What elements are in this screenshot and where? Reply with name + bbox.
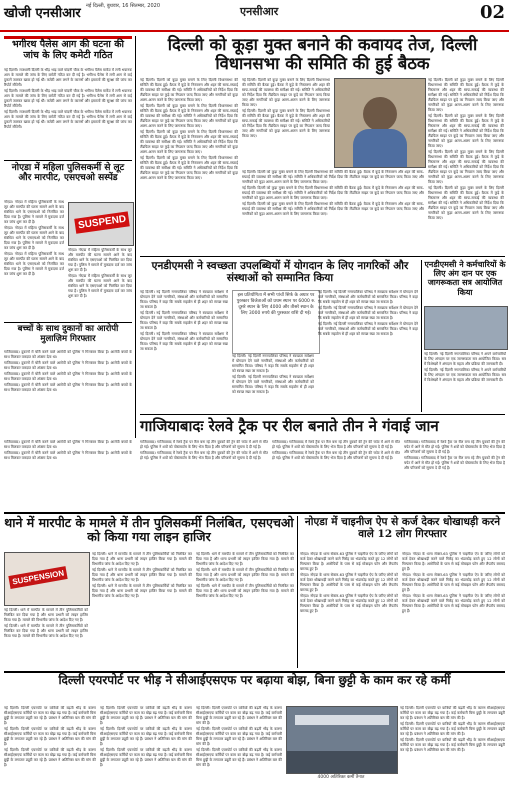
article-text: नोएडा। नोएडा में महिला पुलिसकर्मी के साथ लूट और मारपीट की घटना सामने आने के बाद संबंधित थाने के एसएचओ को निलंबित कर दिया गया है। पुलिस ने मामले में मुकदमा दर्ज कर जांच शुरू कर दी है। <box>4 226 64 250</box>
article-text: नोएडा। नोएडा के थाना सेक्टर-63 पुलिस ने चाइनीज ऐप के जरिए लोगों को कर्ज देकर धोखाधड़ी करने वाले गिरोह का भंडाफोड़ करते हुए 12 लोगों को गिरफ्तार किया है। आरोपियों के पास से कई मोबाइल फोन और लैपटॉप बरामद हुए हैं। <box>300 594 398 613</box>
article-text: नई दिल्ली। दिल्ली को कूड़ा मुक्त बनाने के लिए दिल्ली विधानसभा की समिति की बैठक हुई। बैठक में कूड़े के निस्तारण और शहर की साफ-सफाई की व्यवस्था की समीक्षा की गई। समिति ने अधिकारियों को निर्देश दिया कि लैंडफिल साइट पर कूड़े का निपटान जल्द किया जाए और नागरिकों को कूड़ा अलग-अलग करने के लिए जागरूक किया जाए। <box>140 156 238 180</box>
article-text: नई दिल्ली। थाने में मारपीट के मामले में तीन पुलिसकर्मियों को निलंबित कर दिया गया है और थाना प्रभारी को लाइन हाजिर किया गया है। मामले की विभागीय जांच के आदेश दिए गए हैं। <box>92 584 192 598</box>
suspension-stamp: SUSPENSION <box>8 566 68 589</box>
column-rule <box>135 36 136 438</box>
article-text: गाजियाबाद। दुकानों में चोरी करने वाले आरोपी को पुलिस ने गिरफ्तार किया है। आरोपी बच्चों के साथ मिलकर वारदात को अंजाम देता था। <box>4 361 132 370</box>
article-text: नोएडा। नोएडा के थाना सेक्टर-63 पुलिस ने चाइनीज ऐप के जरिए लोगों को कर्ज देकर धोखाधड़ी करने वाले गिरोह का भंडाफोड़ करते हुए 12 लोगों को गिरफ्तार किया है। आरोपियों के पास से कई मोबाइल फोन और लैपटॉप बरामद हुए हैं। <box>300 573 398 592</box>
article-text: नई दिल्ली। दिल्ली को कूड़ा मुक्त बनाने के लिए दिल्ली विधानसभा की समिति की बैठक हुई। बैठक में कूड़े के निस्तारण और शहर की साफ-सफाई की व्यवस्था की समीक्षा की गई। समिति ने अधिकारियों को निर्देश दिया कि लैंडफिल साइट पर कूड़े का निपटान जल्द किया जाए और नागरिकों को कूड़ा अलग-अलग करने के लिए जागरूक किया जाए। <box>242 170 424 184</box>
article-body-bhagirath <box>4 68 132 156</box>
article-text: गाजियाबाद। दुकानों में चोरी करने वाले आरोपी को पुलिस ने गिरफ्तार किया है। आरोपी बच्चों के साथ मिलकर वारदात को अंजाम देता था। <box>4 350 132 359</box>
article-text: नोएडा। नोएडा में महिला पुलिसकर्मी के साथ लूट और मारपीट की घटना सामने आने के बाद संबंधित थाने के एसएचओ को निलंबित कर दिया गया है। पुलिस ने मामले में मुकदमा दर्ज कर जांच शुरू कर दी है। <box>4 252 64 276</box>
article-text: नई दिल्ली। नई दिल्ली नगरपालिका परिषद ने स्वच्छता सर्वेक्षण में योगदान देने वाले नागरिकों, संस्थाओं और कर्मचारियों को सम्मानित किया। परिषद ने कहा कि सबके सहयोग से ही शहर को स्वच्छ रखा जा सकता है। <box>140 290 228 309</box>
article-text: नई दिल्ली। थाने में मारपीट के मामले में तीन पुलिसकर्मियों को निलंबित कर दिया गया है और थाना प्रभारी को लाइन हाजिर किया गया है। मामले की विभागीय जांच के आदेश दिए गए हैं। <box>4 624 88 638</box>
headline-ndmc: एनडीएमसी ने स्वच्छता उपलब्धियों में योगदान के लिए नागरिकों और संस्थाओं को सम्मानित किया <box>151 260 409 285</box>
article-text: नोएडा। नोएडा के थाना सेक्टर-63 पुलिस ने चाइनीज ऐप के जरिए लोगों को कर्ज देकर धोखाधड़ी करने वाले गिरोह का भंडाफोड़ करते हुए 12 लोगों को गिरफ्तार किया है। आरोपियों के पास से कई मोबाइल फोन और लैपटॉप बरामद हुए हैं। <box>402 594 505 613</box>
article-body-ghaziabad-2 <box>272 440 400 510</box>
article-text: नई दिल्ली। दिल्ली एयरपोर्ट पर यात्रियों की बढ़ती भीड़ के कारण सीआईएसएफ कर्मियों पर काम का बोझ बढ़ गया है। कई कर्मचारी बिना छुट्टी के लगातार ड्यूटी कर रहे हैं। प्रबंधन ने अतिरिक्त बल की मांग की है। <box>4 706 96 725</box>
article-text: गाजियाबाद। दुकानों में चोरी करने वाले आरोपी को पुलिस ने गिरफ्तार किया है। आरोपी बच्चों के साथ मिलकर वारदात को अंजाम देता था। <box>4 451 132 460</box>
article-body-main-4 <box>242 170 424 253</box>
article-text: नई दिल्ली। थाने में मारपीट के मामले में तीन पुलिसकर्मियों को निलंबित कर दिया गया है और थाना प्रभारी को लाइन हाजिर किया गया है। मामले की विभागीय जांच के आदेश दिए गए हैं। <box>92 568 192 582</box>
article-text: गाजियाबाद। गाजियाबाद में रेलवे ट्रैक पर रील बना रहे तीन युवकों की ट्रेन की चपेट में आने से मौत हो गई। पुलिस ने शवों को पोस्टमार्टम के लिए भेज दिया है और परिजनों को सूचना दे दी गई है। <box>140 451 268 460</box>
dateline: नई दिल्ली, बुधवार, 16 सितम्बर, 2020 <box>86 3 161 9</box>
headline-shop-theft: बच्चों के साथ दुकानों का आरोपी मुलाज़िम गिरफ्तार <box>17 324 119 344</box>
article-body-ndmc-2 <box>232 354 314 412</box>
article-body-ghaziabad-3 <box>404 440 505 510</box>
headline-ghaziabad: गाजियाबादः रेलवे ट्रैक पर रील बनाते तीन ने गंवाई जान <box>140 417 439 435</box>
article-text: गाजियाबाद। गाजियाबाद में रेलवे ट्रैक पर रील बना रहे तीन युवकों की ट्रेन की चपेट में आने से मौत हो गई। पुलिस ने शवों को पोस्टमार्टम के लिए भेज दिया है और परिजनों को सूचना दे दी गई है। <box>404 440 505 454</box>
article-text: नई दिल्ली। थाने में मारपीट के मामले में तीन पुलिसकर्मियों को निलंबित कर दिया गया है और थाना प्रभारी को लाइन हाजिर किया गया है। मामले की विभागीय जांच के आदेश दिए गए हैं। <box>4 608 88 622</box>
article-text: नई दिल्ली। नई दिल्ली नगरपालिका परिषद ने स्वच्छता सर्वेक्षण में योगदान देने वाले नागरिकों, संस्थाओं और कर्मचारियों को सम्मानित किया। परिषद ने कहा कि सबके सहयोग से ही शहर को स्वच्छ रखा जा सकता है। <box>318 322 418 336</box>
article-text: नई दिल्ली। नई दिल्ली नगरपालिका परिषद ने स्वच्छता सर्वेक्षण में योगदान देने वाले नागरिकों, संस्थाओं और कर्मचारियों को सम्मानित किया। परिषद ने कहा कि सबके सहयोग से ही शहर को स्वच्छ रखा जा सकता है। <box>232 354 314 373</box>
article-text: नई दिल्ली। दिल्ली एयरपोर्ट पर यात्रियों की बढ़ती भीड़ के कारण सीआईएसएफ कर्मियों पर काम का बोझ बढ़ गया है। कई कर्मचारी बिना छुट्टी के लगातार ड्यूटी कर रहे हैं। प्रबंधन ने अतिरिक्त बल की मांग की है। <box>400 706 505 720</box>
section-label: एनसीआर <box>240 5 279 18</box>
article-body-noida-fraud-1 <box>300 552 398 668</box>
article-body-ghaziabad-1 <box>140 440 268 510</box>
divider <box>4 512 505 514</box>
suspension-image <box>4 552 90 606</box>
article-text: नई दिल्ली। दिल्ली को कूड़ा मुक्त बनाने के लिए दिल्ली विधानसभा की समिति की बैठक हुई। बैठक में कूड़े के निस्तारण और शहर की साफ-सफाई की व्यवस्था की समीक्षा की गई। समिति ने अधिकारियों को निर्देश दिया कि लैंडफिल साइट पर कूड़े का निपटान जल्द किया जाए और नागरिकों को कूड़ा अलग-अलग करने के लिए जागरूक किया जाए। <box>428 186 504 220</box>
article-body-airport-4 <box>400 706 505 796</box>
article-text: नई दिल्ली। राजधानी दिल्ली के भीड़ भाड़ वाले चांदनी चौक के भगीरथ पैलेस मार्केट में लगी भयानक आग के मामले की जांच के लिए कमेटी गठित कर दी गई है। भगीरथ पैलेस में लगी आग से कई दुकानें जलकर खाक हो गई थीं। कमेटी आग लगने के कारणों और इमारतों की सुरक्षा की जांच कर रिपोर्ट सौंपेगी। <box>4 89 132 108</box>
article-body-airport-2 <box>100 706 192 796</box>
article-text: नई दिल्ली। दिल्ली को कूड़ा मुक्त बनाने के लिए दिल्ली विधानसभा की समिति की बैठक हुई। बैठक में कूड़े के निस्तारण और शहर की साफ-सफाई की व्यवस्था की समीक्षा की गई। समिति ने अधिकारियों को निर्देश दिया कि लैंडफिल साइट पर कूड़े का निपटान जल्द किया जाए और नागरिकों को कूड़ा अलग-अलग करने के लिए जागरूक किया जाए। <box>242 109 330 138</box>
article-body-ndmc-1 <box>140 290 228 412</box>
article-text: गाजियाबाद। दुकानों में चोरी करने वाले आरोपी को पुलिस ने गिरफ्तार किया है। आरोपी बच्चों के साथ मिलकर वारदात को अंजाम देता था। <box>4 372 132 381</box>
article-text: गाजियाबाद। गाजियाबाद में रेलवे ट्रैक पर रील बना रहे तीन युवकों की ट्रेन की चपेट में आने से मौत हो गई। पुलिस ने शवों को पोस्टमार्टम के लिए भेज दिया है और परिजनों को सूचना दे दी गई है। <box>272 451 400 460</box>
headline-noida-police: नोएडा में महिला पुलिसकर्मी से लूट और मारपीट, एसएचओ सस्पेंड <box>11 163 125 184</box>
article-text: नई दिल्ली। दिल्ली को कूड़ा मुक्त बनाने के लिए दिल्ली विधानसभा की समिति की बैठक हुई। बैठक में कूड़े के निस्तारण और शहर की साफ-सफाई की व्यवस्था की समीक्षा की गई। समिति ने अधिकारियों को निर्देश दिया कि लैंडफिल साइट पर कूड़े का निपटान जल्द किया जाए और नागरिकों को कूड़ा अलग-अलग करने के लिए जागरूक किया जाए। <box>428 78 504 112</box>
article-text: गाजियाबाद। दुकानों में चोरी करने वाले आरोपी को पुलिस ने गिरफ्तार किया है। आरोपी बच्चों के साथ मिलकर वारदात को अंजाम देता था। <box>4 383 132 392</box>
article-text: नई दिल्ली। दिल्ली को कूड़ा मुक्त बनाने के लिए दिल्ली विधानसभा की समिति की बैठक हुई। बैठक में कूड़े के निस्तारण और शहर की साफ-सफाई की व्यवस्था की समीक्षा की गई। समिति ने अधिकारियों को निर्देश दिया कि लैंडफिल साइट पर कूड़े का निपटान जल्द किया जाए और नागरिकों को कूड़ा अलग-अलग करने के लिए जागरूक किया जाए। <box>140 104 238 128</box>
article-body-noida-police-cont <box>68 248 132 320</box>
article-body-main-2 <box>242 78 330 166</box>
headline-thane: थाने में मारपीट के मामले में तीन पुलिसकर्मी निलंबित, एसएचओ को किया गया लाइन हाजिर <box>4 515 294 545</box>
article-body-thane-3 <box>196 552 294 668</box>
headline-ndmc-staff: एनडीएमसी ने कर्मचारियों के लिए अंग दान पर एक जागरूकता सत्र आयोजित किया <box>424 259 506 297</box>
article-body-thane-2 <box>92 552 192 668</box>
article-text: नई दिल्ली। दिल्ली एयरपोर्ट पर यात्रियों की बढ़ती भीड़ के कारण सीआईएसएफ कर्मियों पर काम का बोझ बढ़ गया है। कई कर्मचारी बिना छुट्टी के लगातार ड्यूटी कर रहे हैं। प्रबंधन ने अतिरिक्त बल की मांग की है। <box>4 727 96 746</box>
divider <box>4 160 132 161</box>
article-text: नई दिल्ली। दिल्ली को कूड़ा मुक्त बनाने के लिए दिल्ली विधानसभा की समिति की बैठक हुई। बैठक में कूड़े के निस्तारण और शहर की साफ-सफाई की व्यवस्था की समीक्षा की गई। समिति ने अधिकारियों को निर्देश दिया कि लैंडफिल साइट पर कूड़े का निपटान जल्द किया जाए और नागरिकों को कूड़ा अलग-अलग करने के लिए जागरूक किया जाए। <box>242 78 330 107</box>
article-text: नई दिल्ली। नई दिल्ली नगरपालिका परिषद ने स्वच्छता सर्वेक्षण में योगदान देने वाले नागरिकों, संस्थाओं और कर्मचारियों को सम्मानित किया। परिषद ने कहा कि सबके सहयोग से ही शहर को स्वच्छ रखा जा सकता है। <box>140 311 228 330</box>
article-body-noida-police <box>4 200 64 320</box>
headline-airport: दिल्ली एयरपोर्ट पर भीड़ ने सीआईएसएफ पर बढ़ाया बोझ, बिना छुट्टी के काम कर रहे कर्मी <box>58 673 451 687</box>
article-text: नई दिल्ली। दिल्ली को कूड़ा मुक्त बनाने के लिए दिल्ली विधानसभा की समिति की बैठक हुई। बैठक में कूड़े के निस्तारण और शहर की साफ-सफाई की व्यवस्था की समीक्षा की गई। समिति ने अधिकारियों को निर्देश दिया कि लैंडफिल साइट पर कूड़े का निपटान जल्द किया जाए और नागरिकों को कूड़ा अलग-अलग करने के लिए जागरूक किया जाए। <box>140 78 238 102</box>
article-text: नोएडा। नोएडा में महिला पुलिसकर्मी के साथ लूट और मारपीट की घटना सामने आने के बाद संबंधित थाने के एसएचओ को निलंबित कर दिया गया है। पुलिस ने मामले में मुकदमा दर्ज कर जांच शुरू कर दी है। <box>4 200 64 224</box>
suspend-image <box>68 202 134 246</box>
crowd-figure-icon <box>287 751 397 773</box>
article-text: नई दिल्ली। दिल्ली एयरपोर्ट पर यात्रियों की बढ़ती भीड़ के कारण सीआईएसएफ कर्मियों पर काम का बोझ बढ़ गया है। कई कर्मचारी बिना छुट्टी के लगातार ड्यूटी कर रहे हैं। प्रबंधन ने अतिरिक्त बल की मांग की है। <box>4 748 96 767</box>
article-body-thane-1 <box>4 608 88 668</box>
article-text: गाजियाबाद। गाजियाबाद में रेलवे ट्रैक पर रील बना रहे तीन युवकों की ट्रेन की चपेट में आने से मौत हो गई। पुलिस ने शवों को पोस्टमार्टम के लिए भेज दिया है और परिजनों को सूचना दे दी गई है। <box>404 456 505 470</box>
article-text: नई दिल्ली। दिल्ली एयरपोर्ट पर यात्रियों की बढ़ती भीड़ के कारण सीआईएसएफ कर्मियों पर काम का बोझ बढ़ गया है। कई कर्मचारी बिना छुट्टी के लगातार ड्यूटी कर रहे हैं। प्रबंधन ने अतिरिक्त बल की मांग की है। <box>400 722 505 736</box>
page-number: 02 <box>480 2 506 23</box>
article-text: नई दिल्ली। थाने में मारपीट के मामले में तीन पुलिसकर्मियों को निलंबित कर दिया गया है और थाना प्रभारी को लाइन हाजिर किया गया है। मामले की विभागीय जांच के आदेश दिए गए हैं। <box>196 584 294 598</box>
article-body-noida-fraud-2 <box>402 552 505 668</box>
staff-session-photo <box>424 306 508 350</box>
article-text: गाजियाबाद। गाजियाबाद में रेलवे ट्रैक पर रील बना रहे तीन युवकों की ट्रेन की चपेट में आने से मौत हो गई। पुलिस ने शवों को पोस्टमार्टम के लिए भेज दिया है और परिजनों को सूचना दे दी गई है। <box>272 440 400 449</box>
article-text: नई दिल्ली। दिल्ली एयरपोर्ट पर यात्रियों की बढ़ती भीड़ के कारण सीआईएसएफ कर्मियों पर काम का बोझ बढ़ गया है। कई कर्मचारी बिना छुट्टी के लगातार ड्यूटी कर रहे हैं। प्रबंधन ने अतिरिक्त बल की मांग की है। <box>196 706 282 725</box>
suspend-stamp: SUSPEND <box>74 211 130 233</box>
article-text: नई दिल्ली। दिल्ली को कूड़ा मुक्त बनाने के लिए दिल्ली विधानसभा की समिति की बैठक हुई। बैठक में कूड़े के निस्तारण और शहर की साफ-सफाई की व्यवस्था की समीक्षा की गई। समिति ने अधिकारियों को निर्देश दिया कि लैंडफिल साइट पर कूड़े का निपटान जल्द किया जाए और नागरिकों को कूड़ा अलग-अलग करने के लिए जागरूक किया जाए। <box>140 130 238 154</box>
column-rule <box>421 260 422 412</box>
article-text: नोएडा। नोएडा के थाना सेक्टर-63 पुलिस ने चाइनीज ऐप के जरिए लोगों को कर्ज देकर धोखाधड़ी करने वाले गिरोह का भंडाफोड़ करते हुए 12 लोगों को गिरफ्तार किया है। आरोपियों के पास से कई मोबाइल फोन और लैपटॉप बरामद हुए हैं। <box>402 552 505 571</box>
pull-quote: इस प्रतियोगिता में सभी पांचों सिर्फ के अधार पर पुरस्कार विजेताओं को प्रथम स्थान पर 6000 रु. दूसरे स्थान के लिए 4000 और तीसरे स्थान के लिए 3000 रुपये की पुरस्कार राशि दी गई। <box>232 290 320 354</box>
article-body-shop-theft-cont <box>4 440 132 510</box>
column-rule <box>297 516 298 668</box>
article-body-ndmc-staff <box>424 352 506 412</box>
article-text: नई दिल्ली। नई दिल्ली नगरपालिका परिषद ने स्वच्छता सर्वेक्षण में योगदान देने वाले नागरिकों, संस्थाओं और कर्मचारियों को सम्मानित किया। परिषद ने कहा कि सबके सहयोग से ही शहर को स्वच्छ रखा जा सकता है। <box>318 290 418 304</box>
meeting-photo <box>334 78 426 168</box>
article-text: नई दिल्ली। दिल्ली एयरपोर्ट पर यात्रियों की बढ़ती भीड़ के कारण सीआईएसएफ कर्मियों पर काम का बोझ बढ़ गया है। कई कर्मचारी बिना छुट्टी के लगातार ड्यूटी कर रहे हैं। प्रबंधन ने अतिरिक्त बल की मांग की है। <box>196 748 282 767</box>
article-text: नई दिल्ली। थाने में मारपीट के मामले में तीन पुलिसकर्मियों को निलंबित कर दिया गया है और थाना प्रभारी को लाइन हाजिर किया गया है। मामले की विभागीय जांच के आदेश दिए गए हैं। <box>196 552 294 566</box>
article-text: नई दिल्ली। दिल्ली एयरपोर्ट पर यात्रियों की बढ़ती भीड़ के कारण सीआईएसएफ कर्मियों पर काम का बोझ बढ़ गया है। कई कर्मचारी बिना छुट्टी के लगातार ड्यूटी कर रहे हैं। प्रबंधन ने अतिरिक्त बल की मांग की है। <box>400 738 505 752</box>
masthead <box>0 0 509 32</box>
article-text: नई दिल्ली। राजधानी दिल्ली के भीड़ भाड़ वाले चांदनी चौक के भगीरथ पैलेस मार्केट में लगी भयानक आग के मामले की जांच के लिए कमेटी गठित कर दी गई है। भगीरथ पैलेस में लगी आग से कई दुकानें जलकर खाक हो गई थीं। कमेटी आग लगने के कारणों और इमारतों की सुरक्षा की जांच कर रिपोर्ट सौंपेगी। <box>4 68 132 87</box>
article-text: नोएडा। नोएडा में महिला पुलिसकर्मी के साथ लूट और मारपीट की घटना सामने आने के बाद संबंधित थाने के एसएचओ को निलंबित कर दिया गया है। पुलिस ने मामले में मुकदमा दर्ज कर जांच शुरू कर दी है। <box>68 248 132 272</box>
airport-photo <box>286 706 398 774</box>
divider <box>4 322 132 323</box>
divider <box>140 256 505 257</box>
article-text: नोएडा। नोएडा के थाना सेक्टर-63 पुलिस ने चाइनीज ऐप के जरिए लोगों को कर्ज देकर धोखाधड़ी करने वाले गिरोह का भंडाफोड़ करते हुए 12 लोगों को गिरफ्तार किया है। आरोपियों के पास से कई मोबाइल फोन और लैपटॉप बरामद हुए हैं। <box>300 552 398 571</box>
article-text: नई दिल्ली। दिल्ली एयरपोर्ट पर यात्रियों की बढ़ती भीड़ के कारण सीआईएसएफ कर्मियों पर काम का बोझ बढ़ गया है। कई कर्मचारी बिना छुट्टी के लगातार ड्यूटी कर रहे हैं। प्रबंधन ने अतिरिक्त बल की मांग की है। <box>100 748 192 767</box>
person-figure-icon <box>363 97 397 131</box>
article-text: नई दिल्ली। नई दिल्ली नगरपालिका परिषद ने स्वच्छता सर्वेक्षण में योगदान देने वाले नागरिकों, संस्थाओं और कर्मचारियों को सम्मानित किया। परिषद ने कहा कि सबके सहयोग से ही शहर को स्वच्छ रखा जा सकता है। <box>232 375 314 394</box>
article-text: नई दिल्ली। दिल्ली को कूड़ा मुक्त बनाने के लिए दिल्ली विधानसभा की समिति की बैठक हुई। बैठक में कूड़े के निस्तारण और शहर की साफ-सफाई की व्यवस्था की समीक्षा की गई। समिति ने अधिकारियों को निर्देश दिया कि लैंडफिल साइट पर कूड़े का निपटान जल्द किया जाए और नागरिकों को कूड़ा अलग-अलग करने के लिए जागरूक किया जाए। <box>428 150 504 184</box>
article-body-main-3 <box>428 78 504 253</box>
terminal-sign-icon <box>295 715 389 725</box>
article-text: नई दिल्ली। नई दिल्ली नगरपालिका परिषद ने अपने कर्मचारियों के लिए अंगदान पर एक जागरूकता सत्र आयोजित किया। सत्र में विशेषज्ञों ने अंगदान के महत्व और प्रक्रिया की जानकारी दी। <box>424 368 506 382</box>
article-text: नई दिल्ली। दिल्ली को कूड़ा मुक्त बनाने के लिए दिल्ली विधानसभा की समिति की बैठक हुई। बैठक में कूड़े के निस्तारण और शहर की साफ-सफाई की व्यवस्था की समीक्षा की गई। समिति ने अधिकारियों को निर्देश दिया कि लैंडफिल साइट पर कूड़े का निपटान जल्द किया जाए और नागरिकों को कूड़ा अलग-अलग करने के लिए जागरूक किया जाए। <box>242 186 424 200</box>
article-body-main-1 <box>140 78 238 253</box>
article-text: नई दिल्ली। थाने में मारपीट के मामले में तीन पुलिसकर्मियों को निलंबित कर दिया गया है और थाना प्रभारी को लाइन हाजिर किया गया है। मामले की विभागीय जांच के आदेश दिए गए हैं। <box>92 552 192 566</box>
article-text: गाजियाबाद। गाजियाबाद में रेलवे ट्रैक पर रील बना रहे तीन युवकों की ट्रेन की चपेट में आने से मौत हो गई। पुलिस ने शवों को पोस्टमार्टम के लिए भेज दिया है और परिजनों को सूचना दे दी गई है। <box>140 440 268 449</box>
headline-noida-fraud: नोएडा में चाइनीज ऐप से कर्ज देकर धोखाधड़ी करने वाले 12 लोग गिरफ्तार <box>304 516 501 541</box>
article-text: नई दिल्ली। दिल्ली एयरपोर्ट पर यात्रियों की बढ़ती भीड़ के कारण सीआईएसएफ कर्मियों पर काम का बोझ बढ़ गया है। कई कर्मचारी बिना छुट्टी के लगातार ड्यूटी कर रहे हैं। प्रबंधन ने अतिरिक्त बल की मांग की है। <box>196 727 282 746</box>
headline-bhagirath: भगीरथ पैलेस आग की घटना की जांच के लिए कमेटी गठित <box>12 39 124 61</box>
divider <box>140 414 505 415</box>
article-text: नई दिल्ली। दिल्ली को कूड़ा मुक्त बनाने के लिए दिल्ली विधानसभा की समिति की बैठक हुई। बैठक में कूड़े के निस्तारण और शहर की साफ-सफाई की व्यवस्था की समीक्षा की गई। समिति ने अधिकारियों को निर्देश दिया कि लैंडफिल साइट पर कूड़े का निपटान जल्द किया जाए और नागरिकों को कूड़ा अलग-अलग करने के लिए जागरूक किया जाए। <box>428 114 504 148</box>
article-body-ndmc-3 <box>318 290 418 412</box>
article-text: गाजियाबाद। दुकानों में चोरी करने वाले आरोपी को पुलिस ने गिरफ्तार किया है। आरोपी बच्चों के साथ मिलकर वारदात को अंजाम देता था। <box>4 440 132 449</box>
article-text: नई दिल्ली। नई दिल्ली नगरपालिका परिषद ने स्वच्छता सर्वेक्षण में योगदान देने वाले नागरिकों, संस्थाओं और कर्मचारियों को सम्मानित किया। परिषद ने कहा कि सबके सहयोग से ही शहर को स्वच्छ रखा जा सकता है। <box>318 306 418 320</box>
photo-caption: 4000 अतिरिक्त कर्मी तैनात <box>317 775 365 780</box>
headline-main: दिल्ली को कूड़ा मुक्त बनाने की कवायद तेज, दिल्ली विधानसभा की समिति की हुई बैठक <box>167 35 478 73</box>
article-text: नई दिल्ली। नई दिल्ली नगरपालिका परिषद ने अपने कर्मचारियों के लिए अंगदान पर एक जागरूकता सत्र आयोजित किया। सत्र में विशेषज्ञों ने अंगदान के महत्व और प्रक्रिया की जानकारी दी। <box>424 352 506 366</box>
article-text: नोएडा। नोएडा में महिला पुलिसकर्मी के साथ लूट और मारपीट की घटना सामने आने के बाद संबंधित थाने के एसएचओ को निलंबित कर दिया गया है। पुलिस ने मामले में मुकदमा दर्ज कर जांच शुरू कर दी है। <box>68 274 132 298</box>
article-text: नई दिल्ली। राजधानी दिल्ली के भीड़ भाड़ वाले चांदनी चौक के भगीरथ पैलेस मार्केट में लगी भयानक आग के मामले की जांच के लिए कमेटी गठित कर दी गई है। भगीरथ पैलेस में लगी आग से कई दुकानें जलकर खाक हो गई थीं। कमेटी आग लगने के कारणों और इमारतों की सुरक्षा की जांच कर रिपोर्ट सौंपेगी। <box>4 110 132 129</box>
article-text: नई दिल्ली। दिल्ली एयरपोर्ट पर यात्रियों की बढ़ती भीड़ के कारण सीआईएसएफ कर्मियों पर काम का बोझ बढ़ गया है। कई कर्मचारी बिना छुट्टी के लगातार ड्यूटी कर रहे हैं। प्रबंधन ने अतिरिक्त बल की मांग की है। <box>100 706 192 725</box>
article-text: नई दिल्ली। दिल्ली एयरपोर्ट पर यात्रियों की बढ़ती भीड़ के कारण सीआईएसएफ कर्मियों पर काम का बोझ बढ़ गया है। कई कर्मचारी बिना छुट्टी के लगातार ड्यूटी कर रहे हैं। प्रबंधन ने अतिरिक्त बल की मांग की है। <box>100 727 192 746</box>
brand-logo: खोजी एनसीआर <box>4 6 81 21</box>
article-text: नोएडा। नोएडा के थाना सेक्टर-63 पुलिस ने चाइनीज ऐप के जरिए लोगों को कर्ज देकर धोखाधड़ी करने वाले गिरोह का भंडाफोड़ करते हुए 12 लोगों को गिरफ्तार किया है। आरोपियों के पास से कई मोबाइल फोन और लैपटॉप बरामद हुए हैं। <box>402 573 505 592</box>
article-body-airport-3 <box>196 706 282 796</box>
article-text: नई दिल्ली। दिल्ली को कूड़ा मुक्त बनाने के लिए दिल्ली विधानसभा की समिति की बैठक हुई। बैठक में कूड़े के निस्तारण और शहर की साफ-सफाई की व्यवस्था की समीक्षा की गई। समिति ने अधिकारियों को निर्देश दिया कि लैंडफिल साइट पर कूड़े का निपटान जल्द किया जाए और नागरिकों को कूड़ा अलग-अलग करने के लिए जागरूक किया जाए। <box>242 202 424 216</box>
article-text: नई दिल्ली। थाने में मारपीट के मामले में तीन पुलिसकर्मियों को निलंबित कर दिया गया है और थाना प्रभारी को लाइन हाजिर किया गया है। मामले की विभागीय जांच के आदेश दिए गए हैं। <box>196 568 294 582</box>
article-body-airport-1 <box>4 706 96 796</box>
article-body-shop-theft <box>4 350 132 436</box>
person-figure-icon <box>353 129 407 167</box>
article-text: नई दिल्ली। नई दिल्ली नगरपालिका परिषद ने स्वच्छता सर्वेक्षण में योगदान देने वाले नागरिकों, संस्थाओं और कर्मचारियों को सम्मानित किया। परिषद ने कहा कि सबके सहयोग से ही शहर को स्वच्छ रखा जा सकता है। <box>140 332 228 351</box>
